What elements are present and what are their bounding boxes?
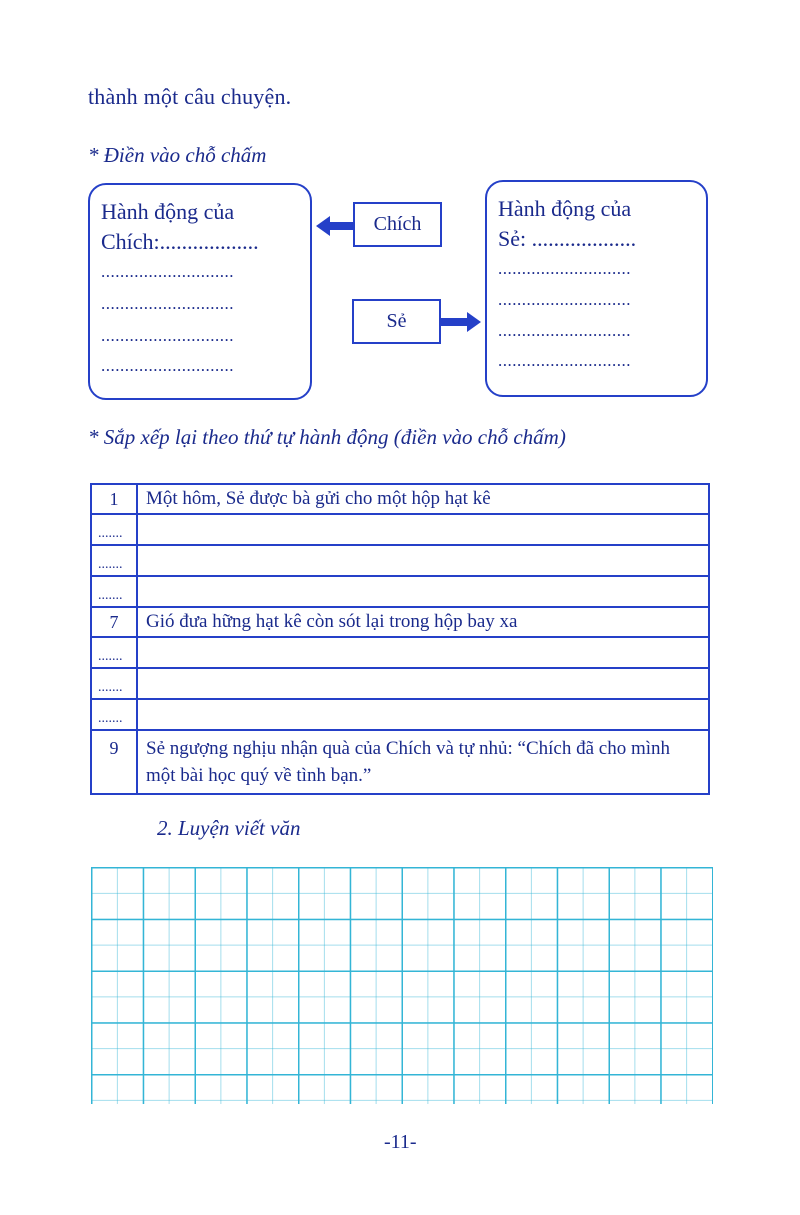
chich-box-title-line2[interactable]: Chích:.................. <box>101 229 259 254</box>
row-text: Một hôm, Sẻ được bà gửi cho một hộp hạt kê <box>137 484 709 514</box>
se-label: Sẻ <box>352 299 441 344</box>
table-row <box>91 484 709 514</box>
row-number: 9 <box>91 730 137 794</box>
arrow-left-icon <box>316 214 356 238</box>
row-number: 1 <box>91 484 137 514</box>
row-number-blank[interactable]: ....... <box>91 514 137 545</box>
page-number: -11- <box>384 1131 417 1153</box>
section-heading-fill: * Điền vào chỗ chấm <box>88 143 267 167</box>
se-dots-line-3[interactable]: ............................ <box>498 321 631 340</box>
chich-action-box <box>88 183 312 400</box>
row-text-blank[interactable] <box>137 514 709 545</box>
table-row[interactable] <box>91 576 709 607</box>
row-number-blank[interactable]: ....... <box>91 576 137 607</box>
row-number-blank[interactable]: ....... <box>91 699 137 730</box>
section-heading-order: * Sắp xếp lại theo thứ tự hành động (điền vào chỗ chấm) <box>88 425 566 449</box>
table-row <box>91 730 709 794</box>
intro-line: thành một câu chuyện. <box>88 84 292 109</box>
chich-dots-line-3[interactable]: ............................ <box>101 326 234 345</box>
arrow-right-icon <box>441 310 481 334</box>
chich-dots-line-1[interactable]: ............................ <box>101 262 234 281</box>
writing-grid[interactable] <box>91 867 713 1104</box>
table-row <box>91 607 709 637</box>
row-text-blank[interactable] <box>137 576 709 607</box>
row-text-blank[interactable] <box>137 637 709 668</box>
section-heading-writing: 2. Luyện viết văn <box>157 816 301 840</box>
row-text: Sẻ ngượng nghịu nhận quà của Chích và tự nhủ: “Chích đã cho mình một bài học quý về tình bạn.” <box>137 730 709 794</box>
table-row[interactable] <box>91 637 709 668</box>
chich-label: Chích <box>353 202 442 247</box>
row-text-blank[interactable] <box>137 699 709 730</box>
table-row[interactable] <box>91 668 709 699</box>
se-action-box <box>485 180 708 397</box>
chich-dots-line-4[interactable]: ............................ <box>101 356 234 375</box>
se-box-title-line2[interactable]: Sẻ: ................... <box>498 226 637 251</box>
row-text-blank[interactable] <box>137 545 709 576</box>
row-text-blank[interactable] <box>137 668 709 699</box>
table-row[interactable] <box>91 514 709 545</box>
row-number-blank[interactable]: ....... <box>91 668 137 699</box>
row-number-blank[interactable]: ....... <box>91 545 137 576</box>
se-dots-line-1[interactable]: ............................ <box>498 259 631 278</box>
row-number-blank[interactable]: ....... <box>91 637 137 668</box>
table-row[interactable] <box>91 699 709 730</box>
se-dots-line-2[interactable]: ............................ <box>498 290 631 309</box>
chich-box-title-line1: Hành động của <box>101 199 235 224</box>
se-box-title-line1: Hành động của <box>498 196 632 221</box>
row-text: Gió đưa hững hạt kê còn sót lại trong hộp bay xa <box>137 607 709 637</box>
table-row[interactable] <box>91 545 709 576</box>
se-dots-line-4[interactable]: ............................ <box>498 351 631 370</box>
row-number: 7 <box>91 607 137 637</box>
sequence-table <box>90 483 710 795</box>
chich-dots-line-2[interactable]: ............................ <box>101 294 234 313</box>
